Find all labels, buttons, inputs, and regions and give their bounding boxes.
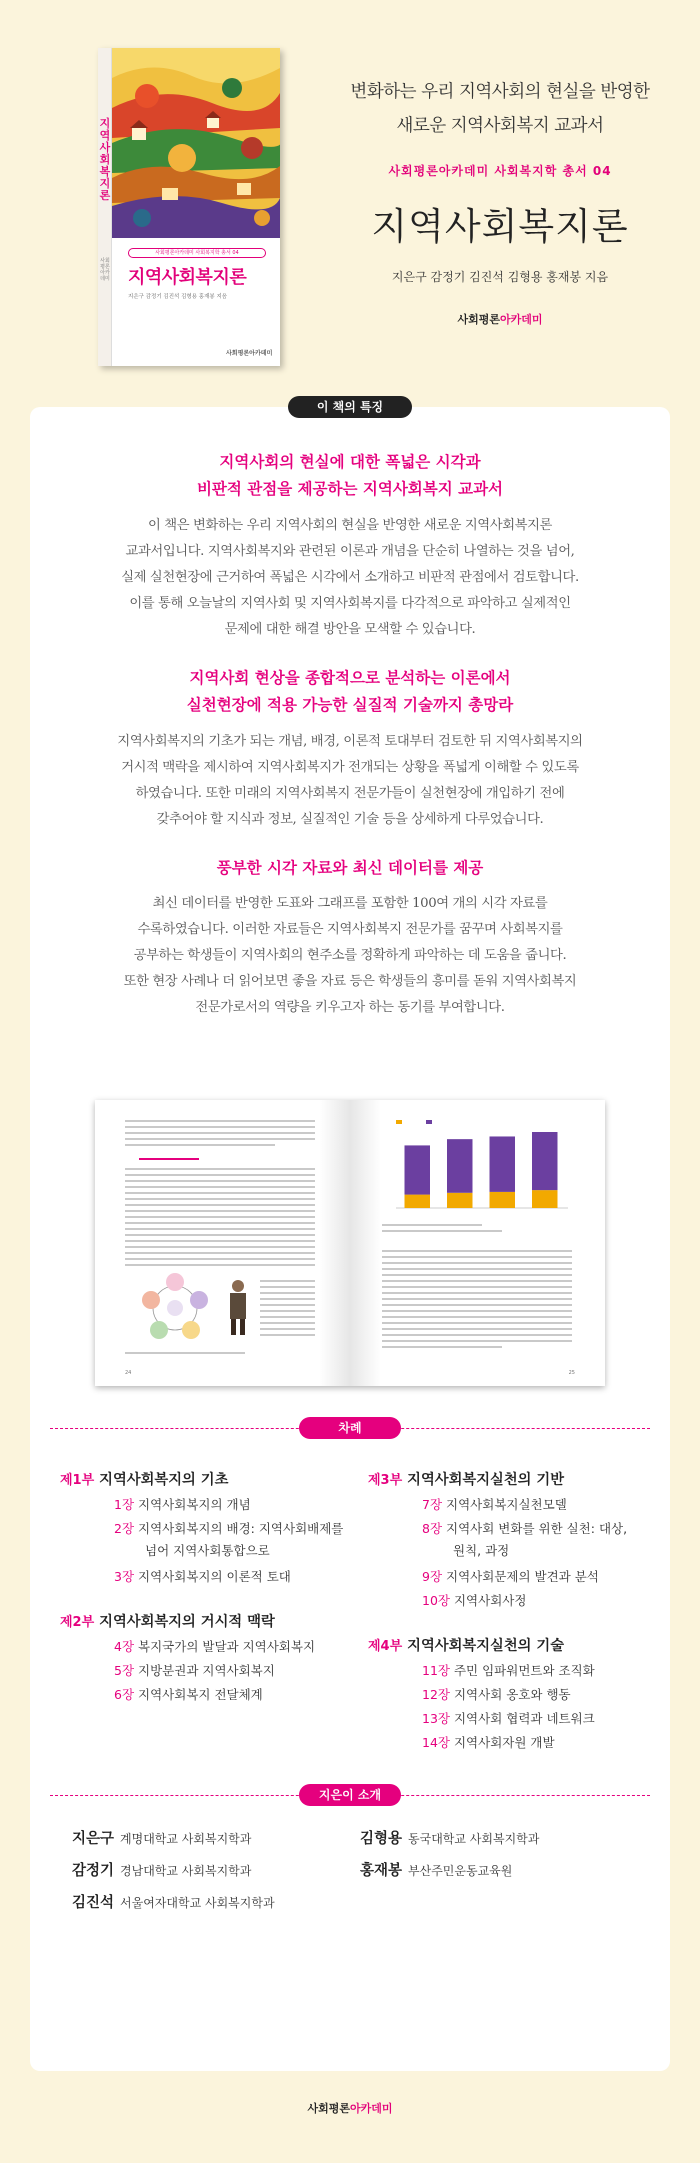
toc-chapter-1-number: 1장 bbox=[114, 1497, 135, 1512]
toc-chapter-12-number: 12장 bbox=[422, 1687, 450, 1702]
toc-part-2 bbox=[60, 1611, 275, 1631]
feature-1-heading-line-2: 비판적 관점을 제공하는 지역사회복지 교과서 bbox=[196, 480, 504, 498]
author-4-name: 김형용 bbox=[360, 1831, 403, 1847]
toc-chapter-2 bbox=[114, 1519, 343, 1539]
author-5 bbox=[360, 1859, 512, 1880]
toc-chapter-13-number: 13장 bbox=[422, 1711, 450, 1726]
feature-2-heading-line-2: 실천현장에 적용 가능한 실질적 기술까지 총망라 bbox=[186, 696, 514, 714]
feature-2-line-1: 지역사회복지의 기초가 되는 개념, 배경, 이론적 토대부터 검토한 뒤 지역사회복지의 bbox=[117, 734, 583, 749]
header bbox=[0, 0, 700, 385]
cover-painting bbox=[112, 48, 280, 238]
author-2-name: 감정기 bbox=[72, 1863, 115, 1879]
author-2-affiliation: 경남대학교 사회복지학과 bbox=[120, 1864, 252, 1878]
tagline-line-1: 변화하는 우리 지역사회의 현실을 반영한 bbox=[350, 82, 650, 102]
chart-bar bbox=[405, 1145, 431, 1194]
toc-chapter-3-number: 3장 bbox=[114, 1569, 135, 1584]
feature-3-line-2: 수록하였습니다. 이러한 자료들은 지역사회복지 전문가를 꿈꾸며 사회복지를 bbox=[137, 922, 563, 937]
toc-chapter-2-number: 2장 bbox=[114, 1521, 135, 1536]
feature-3-line-4: 또한 현장 사례나 더 읽어보면 좋을 자료 등은 학생들의 흥미를 돋워 지역사회복지 bbox=[123, 974, 577, 989]
toc-chapter-11-number: 11장 bbox=[422, 1663, 450, 1678]
chart-bar bbox=[532, 1132, 558, 1190]
toc-chapter-13 bbox=[422, 1709, 595, 1729]
toc-part-2-number: 제2부 bbox=[60, 1615, 95, 1630]
toc-chapter-11 bbox=[422, 1661, 595, 1681]
chart-bar bbox=[490, 1136, 516, 1191]
footer-publisher-a: 사회평론 bbox=[307, 2102, 350, 2115]
book-cover-title: 지역사회복지론 bbox=[128, 267, 247, 288]
toc-chapter-2-title-cont: 넘어 지역사회통합으로 bbox=[145, 1543, 270, 1558]
book-cover-authors: 지은구 감정기 김진석 김형용 홍재봉 지음 bbox=[128, 294, 228, 300]
feature-1-line-5: 문제에 대한 해결 방안을 모색할 수 있습니다. bbox=[224, 622, 476, 637]
figure-person bbox=[223, 1278, 253, 1338]
author-5-affiliation: 부산주민운동교육원 bbox=[408, 1864, 513, 1878]
toc-chapter-4-title: 복지국가의 발달과 지역사회복지 bbox=[138, 1639, 316, 1654]
toc-part-2-title: 지역사회복지의 거시적 맥락 bbox=[99, 1614, 275, 1630]
toc-part-3-number: 제3부 bbox=[368, 1473, 403, 1488]
sample-bar-chart bbox=[382, 1118, 572, 1218]
toc-chapter-11-title: 주민 임파워먼트와 조직화 bbox=[453, 1663, 595, 1678]
toc-chapter-5 bbox=[114, 1661, 275, 1681]
toc-part-4-title: 지역사회복지실천의 기술 bbox=[407, 1638, 565, 1654]
toc-chapter-14-number: 14장 bbox=[422, 1735, 450, 1750]
right-page-number: 25 bbox=[568, 1370, 575, 1376]
book-spine bbox=[98, 48, 112, 366]
feature-2-heading-line-1: 지역사회 현상을 종합적으로 분석하는 이론에서 bbox=[189, 669, 511, 687]
toc-part-1-title: 지역사회복지의 기초 bbox=[99, 1472, 229, 1488]
publisher-logo bbox=[300, 311, 700, 327]
toc-chapter-9-title: 지역사회문제의 발견과 분석 bbox=[446, 1569, 599, 1584]
toc-chapter-3 bbox=[114, 1567, 291, 1587]
sample-page-left bbox=[95, 1100, 350, 1386]
toc-chapter-1 bbox=[114, 1495, 251, 1515]
toc-chapter-8-number: 8장 bbox=[422, 1521, 443, 1536]
chart-bar bbox=[532, 1190, 558, 1208]
toc-chapter-5-title: 지방분권과 지역사회복지 bbox=[138, 1663, 275, 1678]
book-authors: 지은구 감정기 김진석 김형용 홍재봉 지음 bbox=[391, 270, 609, 284]
toc-chapter-13-title: 지역사회 협력과 네트워크 bbox=[453, 1711, 595, 1726]
toc-chapter-12-title: 지역사회 옹호와 행동 bbox=[453, 1687, 571, 1702]
publisher-logo-b: 아카데미 bbox=[500, 313, 543, 326]
publisher-logo-a: 사회평론 bbox=[457, 313, 500, 326]
toc-chapter-1-title: 지역사회복지의 개념 bbox=[138, 1497, 251, 1512]
toc-chapter-8-title-cont: 원칙, 과정 bbox=[453, 1543, 510, 1558]
feature-2-line-4: 갖추어야 할 지식과 정보, 실질적인 기술 등을 상세하게 다루었습니다. bbox=[156, 812, 544, 827]
sample-page-spread bbox=[95, 1100, 605, 1386]
toc-chapter-8 bbox=[422, 1519, 627, 1539]
toc-part-1-number: 제1부 bbox=[60, 1473, 95, 1488]
book-cover bbox=[98, 48, 280, 366]
chart-bar bbox=[405, 1195, 431, 1208]
toc-chapter-6-number: 6장 bbox=[114, 1687, 135, 1702]
toc-part-4-number: 제4부 bbox=[368, 1639, 403, 1654]
toc-chapter-3-title: 지역사회복지의 이론적 토대 bbox=[138, 1569, 291, 1584]
toc-part-3 bbox=[368, 1469, 564, 1489]
toc-chapter-7-number: 7장 bbox=[422, 1497, 443, 1512]
toc-chapter-10-title: 지역사회사정 bbox=[453, 1593, 527, 1608]
chart-legend-swatch bbox=[426, 1120, 432, 1124]
author-1-affiliation: 계명대학교 사회복지학과 bbox=[120, 1832, 252, 1846]
toc-chapter-9 bbox=[422, 1567, 599, 1587]
toc-part-4 bbox=[368, 1635, 564, 1655]
feature-3-line-3: 공부하는 학생들이 지역사회의 현주소를 정확하게 파악하는 데 도움을 줍니다. bbox=[133, 948, 567, 963]
feature-3-line-5: 전문가로서의 역량을 키우고자 하는 동기를 부여합니다. bbox=[195, 1000, 505, 1015]
author-3-name: 김진석 bbox=[72, 1895, 115, 1911]
toc-chapter-4 bbox=[114, 1637, 315, 1657]
left-page-number: 24 bbox=[125, 1370, 132, 1376]
chart-legend-swatch bbox=[396, 1120, 402, 1124]
footer-publisher-b: 아카데미 bbox=[350, 2102, 393, 2115]
features-label: 이 책의 특징 bbox=[288, 396, 412, 418]
author-1 bbox=[72, 1827, 251, 1848]
toc-chapter-12 bbox=[422, 1685, 571, 1705]
author-3 bbox=[72, 1891, 275, 1912]
author-2 bbox=[72, 1859, 251, 1880]
toc-part-3-title: 지역사회복지실천의 기반 bbox=[407, 1472, 565, 1488]
book-title: 지역사회복지론 bbox=[371, 205, 629, 248]
feature-3-heading: 풍부한 시각 자료와 최신 데이터를 제공 bbox=[216, 859, 484, 877]
toc-label: 차례 bbox=[299, 1417, 401, 1439]
chart-bar bbox=[447, 1193, 473, 1208]
series-label: 사회평론아카데미 사회복지학 총서 04 bbox=[388, 164, 612, 178]
content-card bbox=[30, 400, 670, 2071]
author-5-name: 홍재봉 bbox=[360, 1863, 403, 1879]
toc-chapter-14 bbox=[422, 1733, 555, 1753]
toc-chapter-7-title: 지역사회복지실천모델 bbox=[446, 1497, 567, 1512]
footer-publisher-logo bbox=[0, 2100, 700, 2116]
feature-1-line-1: 이 책은 변화하는 우리 지역사회의 현실을 반영한 새로운 지역사회복지론 bbox=[148, 518, 552, 533]
book-cover-publisher: 사회평론아카데미 bbox=[226, 350, 273, 357]
author-4-affiliation: 동국대학교 사회복지학과 bbox=[408, 1832, 540, 1846]
book-spine-title: 지역사회복지론 bbox=[99, 117, 111, 202]
feature-3-line-1: 최신 데이터를 반영한 도표와 그래프를 포함한 100여 개의 시각 자료를 bbox=[152, 896, 548, 911]
chart-bar bbox=[447, 1139, 473, 1193]
diagram-circles bbox=[135, 1268, 215, 1350]
sample-page-right bbox=[350, 1100, 605, 1386]
toc-chapter-6-title: 지역사회복지 전달체계 bbox=[138, 1687, 263, 1702]
feature-2-line-3: 하였습니다. 또한 미래의 지역사회복지 전문가들이 실천현장에 개입하기 전에 bbox=[135, 786, 565, 801]
chart-bar bbox=[490, 1192, 516, 1208]
toc-chapter-10 bbox=[422, 1591, 526, 1611]
author-1-name: 지은구 bbox=[72, 1831, 115, 1847]
toc-chapter-9-number: 9장 bbox=[422, 1569, 443, 1584]
feature-2-line-2: 거시적 맥락을 제시하여 지역사회복지가 전개되는 상황을 폭넓게 이해할 수 있도록 bbox=[121, 760, 579, 775]
feature-1-heading-line-1: 지역사회의 현실에 대한 폭넓은 시각과 bbox=[219, 453, 481, 471]
book-spine-subtitle: 사회평론아카데미 bbox=[100, 258, 110, 282]
feature-1-line-4: 이를 통해 오늘날의 지역사회 및 지역사회복지를 다각적으로 파악하고 실제적인 bbox=[129, 596, 571, 611]
cover-painting-svg bbox=[112, 48, 280, 238]
toc-chapter-2-title: 지역사회복지의 배경: 지역사회배제를 bbox=[138, 1521, 344, 1536]
toc-part-1 bbox=[60, 1469, 228, 1489]
toc-chapter-4-number: 4장 bbox=[114, 1639, 135, 1654]
toc-chapter-10-number: 10장 bbox=[422, 1593, 450, 1608]
author-4 bbox=[360, 1827, 539, 1848]
toc-chapter-6 bbox=[114, 1685, 263, 1705]
authors-label: 지은이 소개 bbox=[299, 1784, 401, 1806]
toc-chapter-8-title: 지역사회 변화를 위한 실천: 대상, bbox=[446, 1521, 628, 1536]
feature-1-line-3: 실제 실천현장에 근거하여 폭넓은 시각에서 소개하고 비판적 관점에서 검토합니다. bbox=[121, 570, 579, 585]
toc-chapter-7 bbox=[422, 1495, 567, 1515]
feature-1-line-2: 교과서입니다. 지역사회복지와 관련된 이론과 개념을 단순히 나열하는 것을 넘어, bbox=[125, 544, 575, 559]
toc-chapter-14-title: 지역사회자원 개발 bbox=[453, 1735, 555, 1750]
tagline-line-2: 새로운 지역사회복지 교과서 bbox=[396, 116, 604, 136]
book-series-badge: 사회평론아카데미 사회복지학 총서 04 bbox=[128, 248, 266, 258]
toc-chapter-5-number: 5장 bbox=[114, 1663, 135, 1678]
author-3-affiliation: 서울여자대학교 사회복지학과 bbox=[120, 1896, 275, 1910]
